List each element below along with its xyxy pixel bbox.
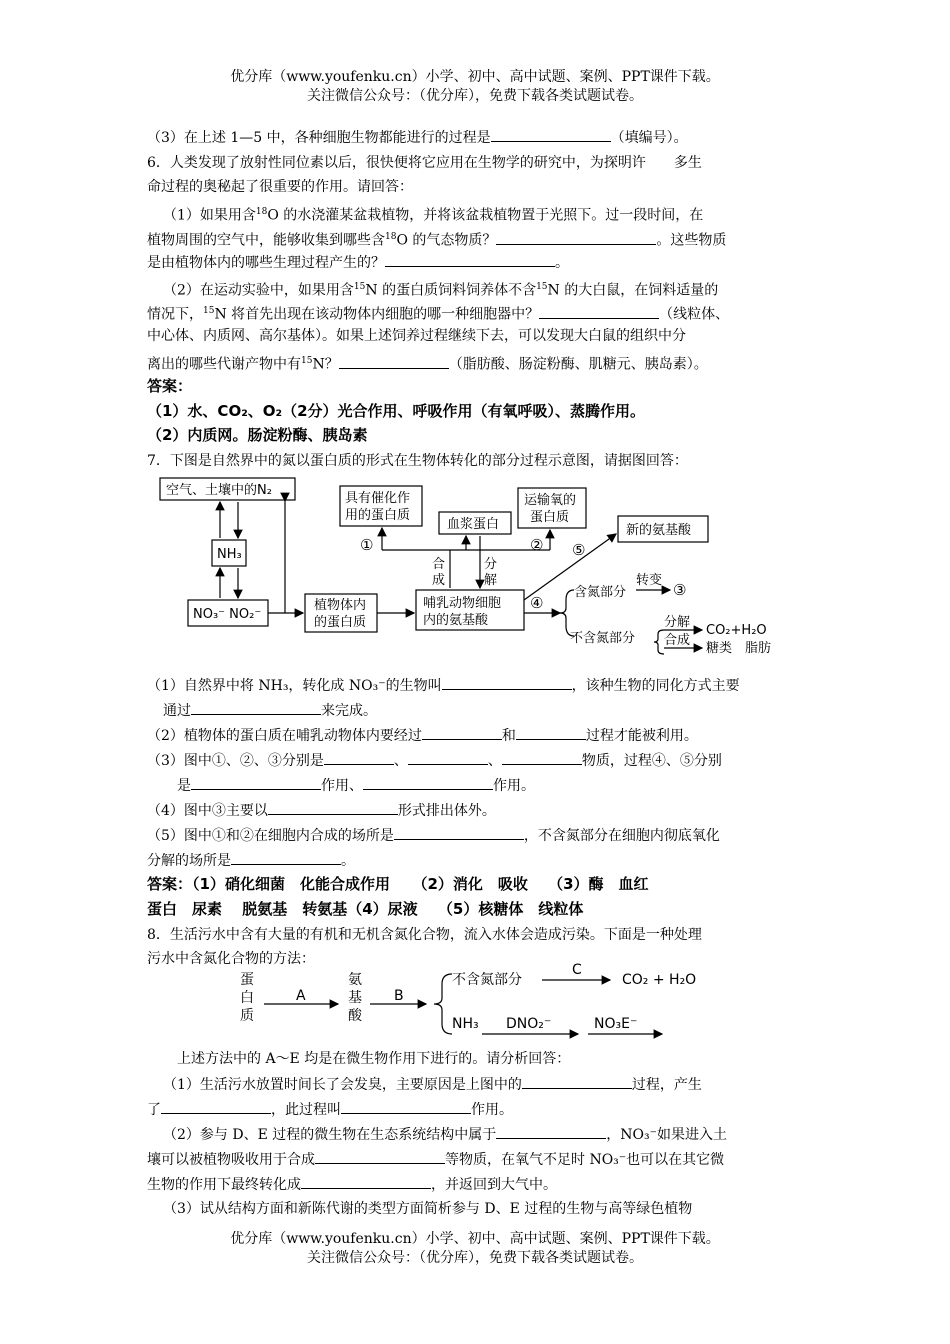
q6-part1-line3 bbox=[147, 252, 809, 273]
q7-q1-text-b: ，该种生物的同化方式主要 bbox=[571, 678, 740, 694]
q7-part3-line1 bbox=[147, 750, 809, 771]
label-nh3: NH₃ bbox=[452, 1016, 479, 1032]
answer-blank bbox=[161, 1099, 271, 1114]
label-decompose: 分解 bbox=[664, 615, 691, 630]
label-catalytic-1: 具有催化作 bbox=[345, 491, 411, 506]
q7-q3-text-d: 物质，过程④、⑤分别 bbox=[581, 753, 722, 769]
q7-stem: 7．下图是自然界中的氮以蛋白质的形式在生物体转化的部分过程示意图，请据图回答： bbox=[147, 453, 688, 469]
answer-blank bbox=[341, 1099, 471, 1114]
label-protein-2: 白 bbox=[240, 990, 254, 1006]
q7-q3-text-g: 作用。 bbox=[493, 778, 535, 794]
label-co2-h2o: CO₂+H₂O bbox=[706, 623, 767, 638]
q6-p2-text-f: （线粒体、 bbox=[659, 306, 730, 323]
isotope-18: 18 bbox=[255, 207, 268, 217]
label-circle-2: ② bbox=[530, 536, 544, 554]
q7-q5-text-a: （5）图中①和②在细胞内合成的场所是 bbox=[147, 828, 394, 844]
q6-p1-text-b: O 的水浇灌某盆栽植物，并将该盆栽植物置于光照下。过一段时间，在 bbox=[267, 207, 704, 224]
q6-part1-line1 bbox=[163, 202, 825, 226]
label-plant-protein-2: 的蛋白质 bbox=[314, 615, 367, 630]
label-circle-4: ④ bbox=[530, 594, 544, 612]
q8-p1-text-e: 作用。 bbox=[471, 1102, 513, 1118]
label-synthesize: 合成 bbox=[664, 633, 691, 648]
q7-part1-line1 bbox=[147, 675, 809, 696]
label-decomp-2: 解 bbox=[484, 573, 498, 588]
label-co2-h2o: CO₂ + H₂O bbox=[622, 972, 697, 988]
answer-blank bbox=[339, 354, 449, 369]
answer-blank bbox=[539, 304, 659, 319]
q6-answer-line2: （2）内质网。肠淀粉酶、胰岛素 bbox=[147, 426, 368, 444]
q7-q1-text-c: 通过 bbox=[163, 703, 191, 719]
q8-p2-text-d: 等物质，在氧气不足时 NO₃⁻也可以在其它微 bbox=[445, 1152, 725, 1168]
answer-blank bbox=[315, 1149, 445, 1164]
answer-blank bbox=[408, 750, 488, 765]
label-n2: 空气、土壤中的N₂ bbox=[166, 483, 272, 498]
q6-p2-text-e: N 将首先出现在该动物体内细胞的哪一种细胞器中？ bbox=[214, 306, 540, 323]
q7-part5-line2 bbox=[147, 850, 809, 871]
q6-answer-label: 答案： bbox=[147, 377, 193, 395]
q6-p2-text-a: （2）在运动实验中，如果用含 bbox=[163, 282, 354, 299]
isotope-15: 15 bbox=[353, 282, 366, 292]
q7-q5-text-c: 分解的场所是 bbox=[147, 853, 231, 869]
answer-blank bbox=[385, 252, 555, 267]
answer-blank bbox=[394, 825, 524, 840]
q6-p1-text-e: 。这些物质 bbox=[656, 232, 727, 249]
label-plasma-protein: 血浆蛋白 bbox=[447, 517, 500, 532]
q7-q4-text-b: 形式排出体外。 bbox=[397, 803, 496, 819]
q7-part5-line1 bbox=[147, 825, 809, 846]
q6-part2-line4 bbox=[147, 351, 809, 375]
answer-blank bbox=[191, 700, 321, 715]
label-oxygen-protein-2: 蛋白质 bbox=[530, 510, 570, 525]
q8-stem-line1: 8．生活污水中含有大量的有机和无机含氮化合物，流入水体会造成污染。下面是一种处理 bbox=[147, 927, 702, 943]
q8-p2-text-a: （2）参与 D、E 过程的微生物在生态系统结构中属于 bbox=[163, 1127, 497, 1143]
q6-p2-text-b: N 的蛋白质饲料饲养体不含 bbox=[365, 282, 537, 299]
q6-p2-text-c: N 的大白鼠，在饲料适量的 bbox=[547, 282, 719, 299]
label-no3-e: NO₃E⁻ bbox=[594, 1016, 638, 1032]
q8-part3: （3）试从结构方面和新陈代谢的类型方面简析参与 D、E 过程的生物与高等绿色植物 bbox=[163, 1201, 693, 1217]
answer-blank bbox=[363, 775, 493, 790]
q7-q3-text-e: 是 bbox=[177, 778, 191, 794]
q8-part1-line1 bbox=[163, 1074, 825, 1095]
answer-blank bbox=[522, 1074, 632, 1089]
label-process-a: A bbox=[296, 988, 306, 1004]
isotope-15: 15 bbox=[301, 356, 313, 366]
answer-blank bbox=[442, 675, 572, 690]
answer-blank bbox=[231, 850, 341, 865]
label-process-c: C bbox=[572, 962, 582, 978]
q8-part2-line3 bbox=[147, 1174, 809, 1195]
q8-stem-line2: 污水中含氮化合物的方法： bbox=[147, 951, 315, 967]
q6-part2-line2 bbox=[147, 301, 809, 325]
q8-p2-text-e: 生物的作用下最终转化成 bbox=[147, 1177, 301, 1193]
q6-stem-line1: 6．人类发现了放射性同位素以后，很快便将它应用在生物学的研究中，为探明许 多生 bbox=[147, 155, 702, 171]
q6-p1-text-a: （1）如果用含 bbox=[163, 207, 256, 224]
q8-p1-text-d: ，此过程叫 bbox=[271, 1102, 341, 1118]
q6-p1-text-d: O 的气态物质？ bbox=[396, 232, 497, 249]
q7-q1-text-a: （1）自然界中将 NH₃，转化成 NO₃⁻的生物叫 bbox=[147, 678, 442, 694]
q5-part3 bbox=[147, 127, 809, 148]
q7-q2-text-c: 过程才能被利用。 bbox=[585, 728, 698, 744]
label-circle-3: ③ bbox=[673, 581, 687, 599]
label-mammal-aa-2: 内的氨基酸 bbox=[423, 613, 489, 628]
q8-part2-line2 bbox=[147, 1149, 809, 1170]
q7-part1-line2 bbox=[163, 700, 825, 721]
label-d-no2: DNO₂⁻ bbox=[506, 1016, 552, 1032]
page-footer-line2: 关注微信公众号：（优分库），免费下载各类试题试卷。 bbox=[307, 1250, 643, 1266]
q8-p1-text-a: （1）生活污水放置时间长了会发臭，主要原因是上图中的 bbox=[163, 1077, 522, 1093]
q7-q4-text-a: （4）图中③主要以 bbox=[147, 803, 268, 819]
q7-part2 bbox=[147, 725, 809, 746]
label-oxygen-protein-1: 运输氧的 bbox=[524, 493, 577, 508]
answer-blank bbox=[268, 800, 398, 815]
label-n-part: 含氮部分 bbox=[574, 585, 627, 600]
sewage-treatment-diagram bbox=[230, 962, 710, 1044]
label-synth-1: 合 bbox=[432, 557, 446, 572]
q6-p2-text-d: 情况下， bbox=[147, 306, 203, 323]
answer-blank bbox=[502, 750, 582, 765]
label-catalytic-2: 用的蛋白质 bbox=[345, 508, 411, 523]
label-new-aa: 新的氨基酸 bbox=[626, 523, 692, 538]
q7-q2-text-a: （2）植物体的蛋白质在哺乳动物体内要经过 bbox=[147, 728, 422, 744]
q8-p2-text-b: ，NO₃⁻如果进入土 bbox=[606, 1127, 727, 1143]
q5-part3-tail: （填编号）。 bbox=[610, 130, 688, 146]
page-header-line2: 关注微信公众号：（优分库），免费下载各类试题试卷。 bbox=[307, 88, 643, 104]
label-plant-protein-1: 植物体内 bbox=[314, 598, 367, 613]
q6-part2-line3: 中心体、内质网、高尔基体）。如果上述饲养过程继续下去，可以发现大白鼠的组织中分 bbox=[147, 328, 686, 344]
q8-part1-line2 bbox=[147, 1099, 809, 1120]
q7-answer-line1: 答案：（1）硝化细菌 化能合成作用 （2）消化 吸收 （3）酶 血红 bbox=[147, 875, 649, 893]
q8-intro: 上述方法中的 A～E 均是在微生物作用下进行的。请分析回答： bbox=[177, 1051, 571, 1067]
label-aa-1: 氨 bbox=[348, 972, 362, 988]
isotope-15: 15 bbox=[203, 306, 215, 316]
q6-p2-text-i: N？ bbox=[312, 356, 339, 373]
isotope-18: 18 bbox=[385, 232, 397, 242]
page-footer-line1: 优分库（www.youfenku.cn）小学、初中、高中试题、案例、PPT课件下载。 bbox=[230, 1231, 720, 1247]
q6-part2-line1 bbox=[163, 277, 825, 301]
q7-part3-line2 bbox=[177, 775, 839, 796]
label-mammal-aa-1: 哺乳动物细胞 bbox=[423, 596, 502, 611]
answer-blank bbox=[191, 775, 321, 790]
label-circle-5: ⑤ bbox=[572, 541, 586, 559]
label-aa-2: 基 bbox=[348, 990, 362, 1006]
answer-blank bbox=[422, 725, 502, 740]
answer-blank bbox=[516, 725, 586, 740]
q7-q2-text-b: 和 bbox=[501, 728, 516, 744]
label-synth-2: 成 bbox=[432, 573, 446, 588]
q6-p1-text-f: 是由植物体内的哪些生理过程产生的？ bbox=[147, 255, 385, 271]
q7-part4 bbox=[147, 800, 809, 821]
q7-answer-line2: 蛋白 尿素 脱氨基 转氨基（4）尿液 （5）核糖体 线粒体 bbox=[147, 900, 584, 918]
q7-q1-text-d: 来完成。 bbox=[321, 703, 377, 719]
q6-p1-text-g: 。 bbox=[555, 255, 569, 271]
q6-stem-line2: 命过程的奥秘起了很重要的作用。请回答： bbox=[147, 179, 413, 195]
answer-blank bbox=[301, 1174, 431, 1189]
q6-p2-text-h: 离出的哪些代谢产物中有 bbox=[147, 356, 301, 373]
q8-p2-text-c: 壤可以被植物吸收用于合成 bbox=[147, 1152, 315, 1168]
q6-answer-line1: （1）水、CO₂、O₂（2分）光合作用、呼吸作用（有氧呼吸）、蒸腾作用。 bbox=[147, 402, 646, 420]
label-sugar-fat: 糖类 脂肪 bbox=[706, 641, 772, 656]
label-decomp-1: 分 bbox=[484, 557, 498, 572]
q6-part1-line2 bbox=[147, 227, 809, 251]
answer-blank bbox=[496, 1124, 606, 1139]
answer-blank bbox=[496, 230, 656, 245]
q7-q3-text-a: （3）图中①、②、③分别是 bbox=[147, 753, 324, 769]
label-nitrate: NO₃⁻ NO₂⁻ bbox=[193, 607, 262, 622]
q6-p1-text-c: 植物周围的空气中，能够收集到哪些含 bbox=[147, 232, 385, 249]
answer-blank bbox=[491, 127, 611, 142]
q7-q3-text-c: 、 bbox=[487, 753, 502, 769]
label-aa-3: 酸 bbox=[348, 1008, 362, 1024]
label-process-b: B bbox=[394, 988, 404, 1004]
q6-p2-text-j: （脂肪酸、肠淀粉酶、肌糖元、胰岛素）。 bbox=[448, 356, 708, 373]
q8-p1-text-c: 了 bbox=[147, 1102, 161, 1118]
q5-part3-text: （3）在上述 1—5 中，各种细胞生物都能进行的过程是 bbox=[147, 130, 491, 146]
label-non-n-part: 不含氮部分 bbox=[452, 972, 522, 988]
q8-p1-text-b: 过程，产生 bbox=[631, 1077, 702, 1093]
label-protein-1: 蛋 bbox=[240, 972, 254, 988]
q8-part2-line1 bbox=[163, 1124, 825, 1145]
answer-blank bbox=[324, 750, 394, 765]
q8-p2-text-f: ，并返回到大气中。 bbox=[431, 1177, 557, 1193]
label-transform: 转变 bbox=[636, 573, 663, 588]
q7-q5-text-b: ，不含氮部分在细胞内彻底氧化 bbox=[523, 828, 720, 844]
q7-q5-text-d: 。 bbox=[341, 853, 355, 869]
label-non-n-part: 不含氮部分 bbox=[570, 631, 636, 646]
label-protein-3: 质 bbox=[240, 1008, 254, 1024]
page-header-line1: 优分库（www.youfenku.cn）小学、初中、高中试题、案例、PPT课件下载。 bbox=[230, 69, 720, 85]
label-circle-1: ① bbox=[360, 536, 374, 554]
q7-q3-text-f: 作用、 bbox=[321, 778, 363, 794]
q7-q3-text-b: 、 bbox=[393, 753, 408, 769]
label-nh3: NH₃ bbox=[217, 547, 242, 562]
isotope-15: 15 bbox=[536, 282, 548, 292]
nitrogen-cycle-diagram bbox=[150, 472, 800, 667]
